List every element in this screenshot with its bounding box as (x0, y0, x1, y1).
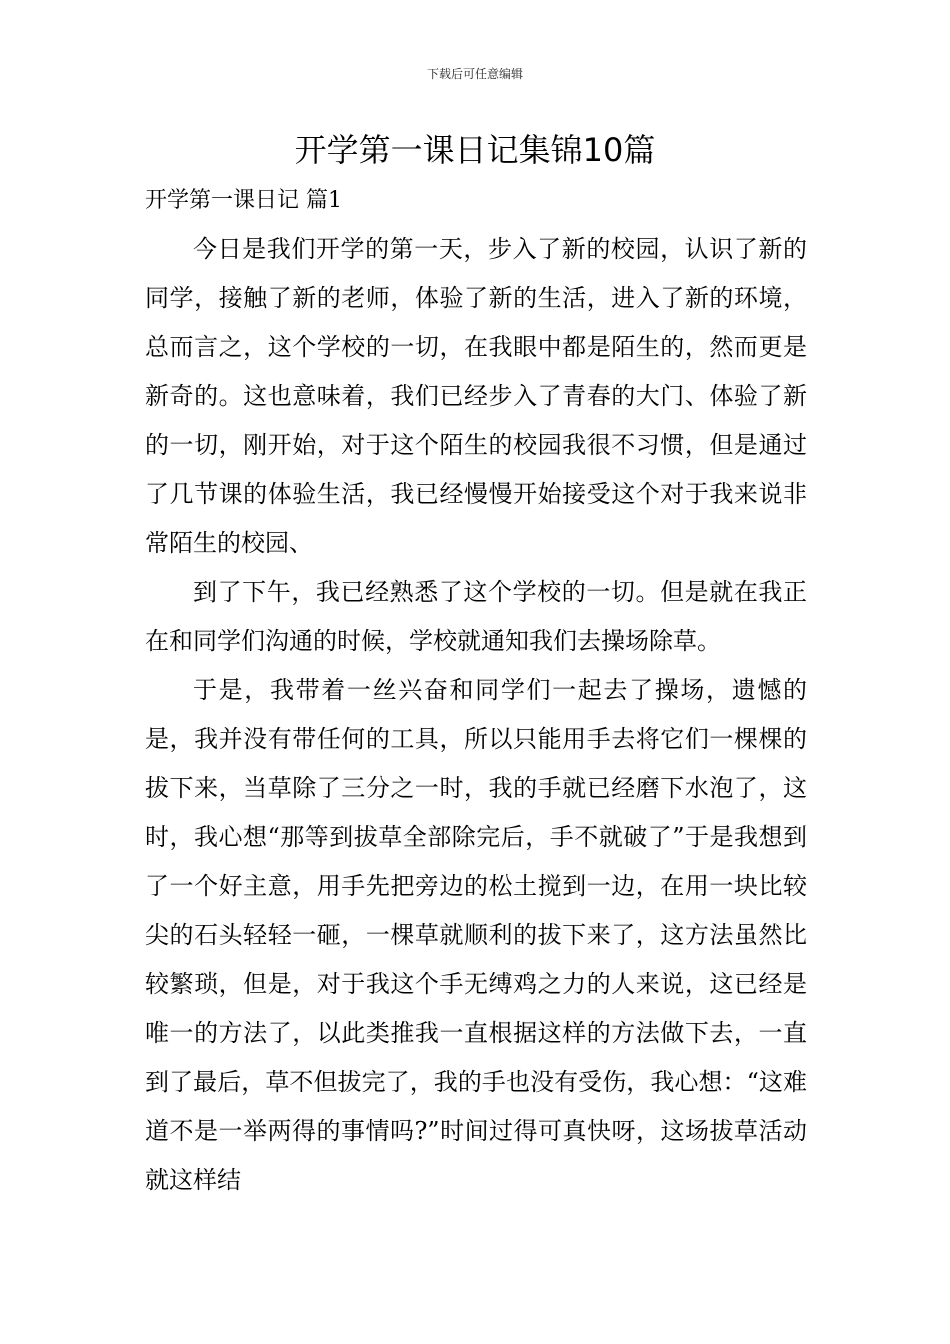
paragraph-3: 于是，我带着一丝兴奋和同学们一起去了操场，遗憾的是，我并没有带任何的工具，所以只能用手去将它们一棵棵的拔下来，当草除了三分之一时，我的手就已经磨下水泡了，这时，我心想“那等到拔草全部除完后，手不就破了”于是我想到了一个好主意，用手先把旁边的松土搅到一边，在用一块比较尖的石头轻轻一砸，一棵草就顺利的拔下来了，这方法虽然比较繁琐，但是，对于我这个手无缚鸡之力的人来说，这已经是唯一的方法了，以此类推我一直根据这样的方法做下去，一直到了最后，草不但拔完了，我的手也没有受伤，我心想：“这难道不是一举两得的事情吗?”时间过得可真快呀，这场拔草活动就这样结 (145, 676, 807, 1194)
section-heading: 开学第一课日记 篇1 (145, 188, 342, 213)
body-text (145, 225, 807, 1205)
paragraph-2: 到了下午，我已经熟悉了这个学校的一切。但是就在我正在和同学们沟通的时候，学校就通知我们去操场除草。 (145, 578, 807, 655)
page-header-note: 下载后可任意编辑 (426, 67, 523, 81)
paragraph-1: 今日是我们开学的第一天，步入了新的校园，认识了新的同学，接触了新的老师，体验了新的生活，进入了新的环境，总而言之，这个学校的一切，在我眼中都是陌生的，然而更是新奇的。这也意味着，我们已经步入了青春的大门、体验了新的一切，刚开始，对于这个陌生的校园我很不习惯，但是通过了几节课的体验生活，我已经慢慢开始接受这个对于我来说非常陌生的校园、 (145, 235, 807, 557)
document-title: 开学第一课日记集锦10篇 (294, 131, 656, 169)
